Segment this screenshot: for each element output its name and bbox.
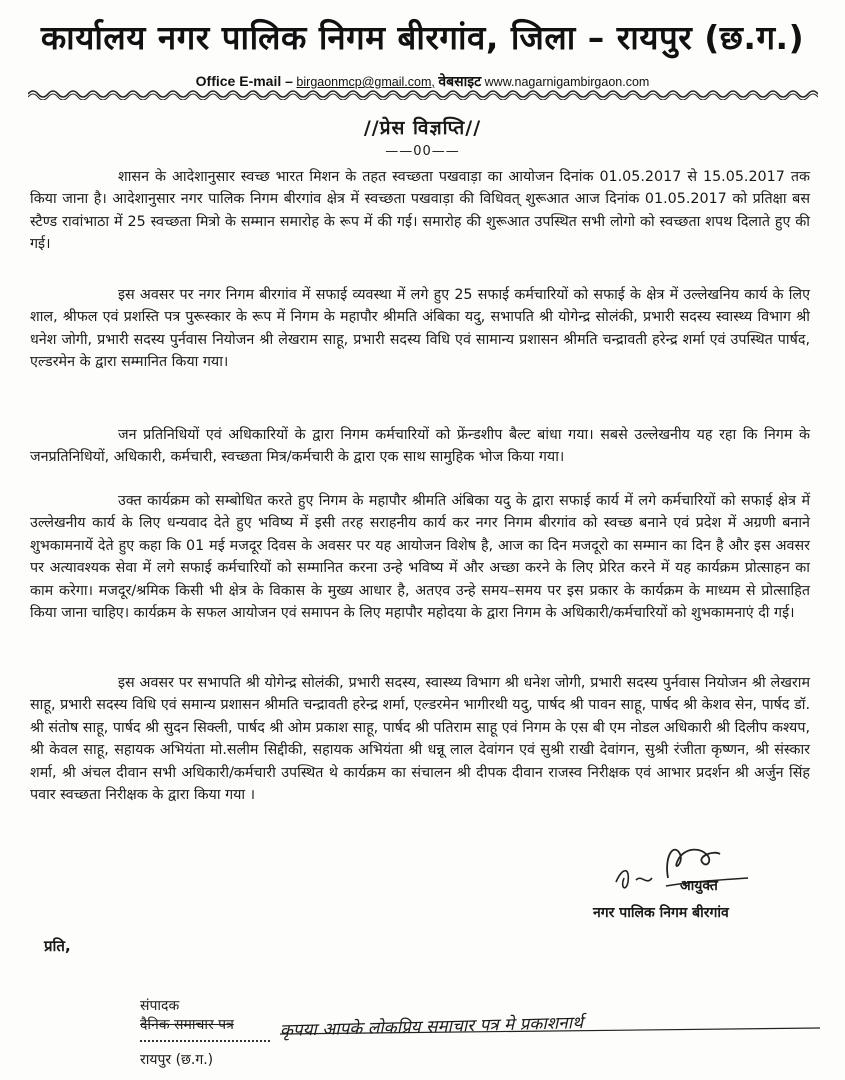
email-address[interactable]: birgaonmcp@gmail.com,: [296, 75, 435, 89]
handwritten-note-text: कृपया आपके लोकप्रिय समाचार पत्र मे प्रकाशनार्थ: [280, 1013, 584, 1041]
website-label: वेबसाइट: [438, 73, 482, 89]
body-paragraph-1: शासन के आदेशानुसार स्वच्छ भारत मिशन के तहत स्वच्छता पखवाड़ा का आयोजन दिनांक 01.05.2017 से 15.05.2017 तक किया जाना है। आदेशानुसार नगर पालिक निगम बीरगांव क्षेत्र में स्वच्छता पखवाड़ा की विधिवत् शुरूआत आज दिनांक 01.05.2017 को प्रतिक्षा बस स्टैण्ड रावांभाठा में 25 स्वच्छता मित्रो के सम्मान समारोह के रूप में की गई। समारोह की शुरूआत उपस्थित सभी लोगो को स्वच्छता शपथ दिलाते हुए की गई।: [30, 169, 810, 253]
press-release-subtitle: ——00——: [385, 144, 460, 159]
email-label: Office E-mail –: [195, 73, 293, 89]
body-paragraph-5: इस अवसर पर सभापति श्री योगेन्द्र सोलंकी, प्रभारी सदस्य, स्वास्थ्य विभाग श्री धनेश जोगी, प्रभारी सदस्य पुर्नवास नियोजन श्री लेखराम साहू, प्रभारी सदस्य विधि एवं समान्य प्रशासन श्रीमति चन्द्रावती हरेन्द्र शर्मा, एल्डरमेन भागीरथी यदु, पार्षद श्री पावन साहू, पार्षद श्री केशव सेन, पार्षद डॉ. श्री संतोष साहू, पार्षद श्री सुदन सिक्ली, पार्षद श्री ओम प्रकाश साहू, पार्षद श्री पतिराम साहू एवं निगम के एस बी एम नोडल अधिकारी श्री दिलीप कश्यप, श्री केवल साहू, सहायक अभियंता मो.सलीम सिद्दीकी, सहायक अभियंता श्री धन्नू लाल देवांगन एवं सुश्री राखी देवांगन, सुश्री रंजीता कृष्णन, श्री संस्कार शर्मा, श्री अंचल दीवान सभी अधिकारी/कर्मचारी उपस्थित थे कार्यक्रम का संचालन श्री दीपक दीवान राजस्व निरीक्षक एवं आभार प्रदर्शन श्री अर्जुन सिंह पवार स्वच्छता निरीक्षक के द्वारा किया गया ।: [30, 675, 810, 804]
recipient-newspaper: दैनिक समाचार पत्र: [140, 1017, 234, 1033]
body-paragraph-4: उक्त कार्यक्रम को सम्बोधित करते हुए निगम के महापौर श्रीमति अंबिका यदु के द्वारा सफाई कार्य में लगे कर्मचारियों को सफाई क्षेत्र में उल्लेखनीय कार्य के लिए धन्यवाद देते हुए भविष्य में इसी तरह सराहनीय कार्य कर नगर निगम बीरगांव को स्वच्छ बनाने एवं प्रदेश में अग्रणी बनाने शुभकामनायें देते हुए कहा कि 01 मई मजदूर दिवस के अवसर पर यह आयोजन विशेष है, आज का दिन मजदूरो का सम्मान का दिन है और इस अवसर पर अत्यावश्यक सेवा में लगे सफाई कर्मचारियों को सम्मानित करना उन्हे भविष्य में और अच्छा करने के लिए प्रेरित करने में यह कार्यक्रम प्रोत्साहन का काम करेगा। मजदूर/श्रमिक किसी भी क्षेत्र के विकास के मुख्य आधार है, अतएव उन्हे समय–समय पर इस प्रकार के कार्यक्रम के माध्यम से प्रोत्साहित किया जाना चाहिए। कार्यक्रम के सफल आयोजन एवं समापन के लिए महापौर महोदया के द्वारा निगम के अधिकारी/कर्मचारियों को शुभकामनाएं दी गई।: [30, 493, 810, 622]
body-paragraph-3: जन प्रतिनिधियों एवं अधिकारियों के द्वारा निगम कर्मचारियों को फ्रेंन्डशीप बैल्ट बांधा गया। सबसे उल्लेखनीय यह रहा कि निगम के जनप्रतिनिधियों, अधिकारी, कर्मचारी, स्वच्छता मित्र/कर्मचारी के द्वारा एक साथ सामुहिक भोज किया गया।: [30, 427, 810, 466]
recipient-label: प्रति,: [44, 937, 71, 955]
signatory-designation: आयुक्त: [680, 878, 718, 894]
handwritten-note: [280, 1010, 840, 1050]
recipient-editor: संपादक: [140, 998, 180, 1014]
recipient-city: रायपुर (छ.ग.): [140, 1052, 214, 1068]
website-url[interactable]: www.nagarnigambirgaon.com: [484, 75, 650, 89]
signatory-office: नगर पालिक निगम बीरगांव: [593, 905, 729, 921]
decorative-wave-rule: [28, 88, 818, 100]
dotted-separator: [140, 1040, 270, 1042]
office-title: कार्यालय नगर पालिक निगम बीरगांव, जिला – रायपुर (छ.ग.): [40, 18, 805, 57]
press-release-title: //प्रेस विज्ञप्ति//: [363, 117, 482, 139]
body-paragraph-2: इस अवसर पर नगर निगम बीरगांव में सफाई व्यवस्था में लगे हुए 25 सफाई कर्मचारियों को सफाई के क्षेत्र में उल्लेखनिय कार्य के लिए शाल, श्रीफल एवं प्रशस्ति पत्र पुरूस्कार के रूप में निगम के महापौर श्रीमति अंबिका यदु, सभापति श्री योगेन्द्र सोलंकी, प्रभारी सदस्य स्वास्थ्य विभाग श्री धनेश जोगी, प्रभारी सदस्य पुर्नवास नियोजन श्री लेखराम साहू, प्रभारी सदस्य विधि एवं सामान्य प्रशासन श्रीमति चन्द्रावती हरेन्द्र शर्मा एवं उपस्थित पार्षद, एल्डरमेन के द्वारा सम्मानित किया गया।: [30, 287, 810, 371]
